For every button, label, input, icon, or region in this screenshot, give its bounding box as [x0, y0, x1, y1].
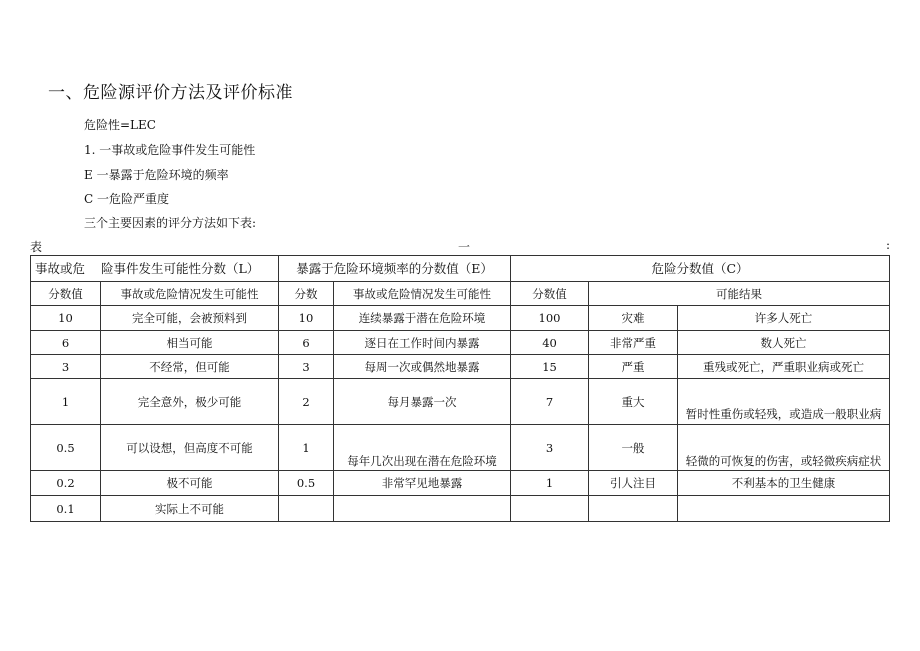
l-score-cell: 10 [31, 306, 101, 331]
e-desc-cell: 连续暴露于潜在危险环境 [334, 306, 511, 331]
table-row [31, 306, 890, 331]
l-score-cell: 0.5 [31, 425, 101, 471]
e-score-cell: 6 [279, 331, 334, 355]
subheader-e-desc: 事故或危险情况发生可能性 [334, 282, 511, 306]
l-desc-cell: 相当可能 [101, 331, 279, 355]
table-row [31, 471, 890, 496]
subheader-e-score: 分数 [279, 282, 334, 306]
header-l-part-b: 险事件发生可能性分数（L） [101, 261, 260, 276]
c-level-cell: 灾难 [589, 306, 678, 331]
caption-right: : [885, 238, 890, 252]
header-c-group: 危险分数值（C） [511, 256, 890, 282]
l-desc-cell: 极不可能 [101, 471, 279, 496]
table-row [31, 379, 890, 425]
caption-left: 表 [30, 240, 43, 254]
c-result-cell: 暂时性重伤或轻残，或造成一般职业病 [678, 379, 890, 425]
c-score-cell: 40 [511, 331, 589, 355]
table-caption [30, 238, 890, 254]
c-score-cell: 1 [511, 471, 589, 496]
c-level-cell: 引人注目 [589, 471, 678, 496]
e-score-cell: 1 [279, 425, 334, 471]
subheader-l-score: 分数值 [31, 282, 101, 306]
l-score-cell: 0.2 [31, 471, 101, 496]
c-score-cell: 15 [511, 355, 589, 379]
l-desc-cell: 不经常，但可能 [101, 355, 279, 379]
c-score-cell: 7 [511, 379, 589, 425]
l-score-cell: 1 [31, 379, 101, 425]
definition-c: C 一危险严重度 [84, 192, 169, 206]
section-heading: 一、危险源评价方法及评价标准 [48, 83, 293, 103]
c-result-cell [678, 496, 890, 522]
header-e-group: 暴露于危险环境频率的分数值（E） [279, 256, 511, 282]
table-row [31, 496, 890, 522]
subheader-c-score: 分数值 [511, 282, 589, 306]
e-desc-cell: 逐日在工作时间内暴露 [334, 331, 511, 355]
table-row [31, 355, 890, 379]
e-desc-cell: 每年几次出现在潜在危险环境 [334, 425, 511, 471]
c-result-cell: 轻微的可恢复的伤害，或轻微疾病症状 [678, 425, 890, 471]
table-intro: 三个主要因素的评分方法如下表: [84, 216, 257, 230]
e-desc-cell: 每月暴露一次 [334, 379, 511, 425]
c-result-cell: 重残或死亡，严重职业病或死亡 [678, 355, 890, 379]
l-score-cell: 3 [31, 355, 101, 379]
definition-l: 1. 一事故或危险事件发生可能性 [84, 143, 256, 157]
table-row [31, 331, 890, 355]
subheader-c-result: 可能结果 [589, 282, 890, 306]
caption-mid: 一 [458, 240, 471, 254]
e-desc-cell [334, 496, 511, 522]
l-desc-cell: 完全可能，会被预料到 [101, 306, 279, 331]
formula-line: 危险性=LEC [84, 118, 156, 132]
definition-e: E 一暴露于危险环境的频率 [84, 168, 229, 182]
c-score-cell: 3 [511, 425, 589, 471]
e-desc-cell: 非常罕见地暴露 [334, 471, 511, 496]
l-score-cell: 6 [31, 331, 101, 355]
c-score-cell [511, 496, 589, 522]
c-result-cell: 数人死亡 [678, 331, 890, 355]
subheader-l-desc: 事故或危险情况发生可能性 [101, 282, 279, 306]
c-score-cell: 100 [511, 306, 589, 331]
c-level-cell [589, 496, 678, 522]
table-row [31, 425, 890, 471]
l-score-cell: 0.1 [31, 496, 101, 522]
e-score-cell: 2 [279, 379, 334, 425]
header-l-part-a: 事故或危 [35, 261, 86, 276]
e-score-cell [279, 496, 334, 522]
c-level-cell: 一般 [589, 425, 678, 471]
l-desc-cell: 实际上不可能 [101, 496, 279, 522]
l-desc-cell: 可以设想，但高度不可能 [101, 425, 279, 471]
c-result-cell: 许多人死亡 [678, 306, 890, 331]
l-desc-cell: 完全意外，极少可能 [101, 379, 279, 425]
e-score-cell: 0.5 [279, 471, 334, 496]
lec-scoring-table [30, 255, 890, 522]
c-level-cell: 重大 [589, 379, 678, 425]
c-level-cell: 严重 [589, 355, 678, 379]
e-score-cell: 10 [279, 306, 334, 331]
c-result-cell: 不利基本的卫生健康 [678, 471, 890, 496]
header-l-group [31, 256, 279, 282]
e-desc-cell: 每周一次或偶然地暴露 [334, 355, 511, 379]
c-level-cell: 非常严重 [589, 331, 678, 355]
e-score-cell: 3 [279, 355, 334, 379]
